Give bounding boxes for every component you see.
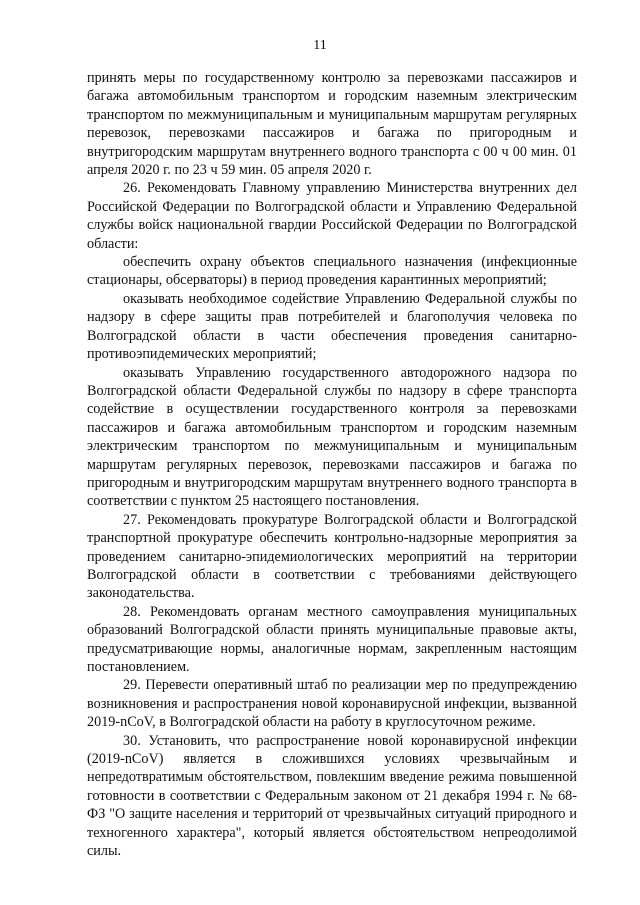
document-paragraph: 28. Рекомендовать органам местного самоуправления муниципальных образований Волгоградской области принять муниципальные правовые акты, предусматривающие нормы, аналогичные нормам, закрепленным настоящим постановлением. <box>87 603 577 675</box>
document-paragraph: 26. Рекомендовать Главному управлению Министерства внутренних дел Российской Федерации по Волгоградской области и Управлению Федеральной службы войск национальной гвардии Российской Федерации по Волгоградской области: <box>87 180 577 252</box>
document-paragraph: 29. Перевести оперативный штаб по реализации мер по предупреждению возникновения и распространения новой коронавирусной инфекции, вызванной 2019-nCoV, в Волгоградской области на работу в круглосуточном режиме. <box>87 677 577 731</box>
document-paragraph: 27. Рекомендовать прокуратуре Волгоградской области и Волгоградской транспортной прокуратуре обеспечить контрольно-надзорные мероприятия за проведением санитарно-эпидемиологических мероприятий на территории Волгоградской области в соответствии с требованиями действующего законодательства. <box>87 511 577 602</box>
document-paragraph: обеспечить охрану объектов специального назначения (инфекционные стационары, обсерваторы) в период проведения карантинных мероприятий; <box>87 254 577 289</box>
page-number: 11 <box>313 38 327 53</box>
document-paragraph: 30. Установить, что распространение новой коронавирусной инфекции (2019-nCoV) является в сложившихся условиях чрезвычайным и непредотвратимым обстоятельством, повлекшим введение режима повышенной готовности в соответствии с Федеральным законом от 21 декабря 1994 г. № 68-ФЗ "О защите населения и территорий от чрезвычайных ситуаций природного и техногенного характера", который является обстоятельством непреодолимой силы. <box>87 732 577 860</box>
document-paragraph: оказывать необходимое содействие Управлению Федеральной службы по надзору в сфере защиты прав потребителей и благополучия человека по Волгоградской области в части обеспечения проведения санитарно-противоэпидемических мероприятий; <box>87 290 577 363</box>
document-body <box>87 69 577 860</box>
document-paragraph: принять меры по государственному контролю за перевозками пассажиров и багажа автомобильным транспортом и городским наземным электрическим транспортом по межмуниципальным и муниципальным маршрутам регулярных перевозок, перевозками пассажиров и багажа по пригородным и внутригородским маршрутам внутреннего водного транспорта с 00 ч 00 мин. 01 апреля 2020 г. по 23 ч 59 мин. 05 апреля 2020 г. <box>87 70 577 179</box>
document-paragraph: оказывать Управлению государственного автодорожного надзора по Волгоградской области Федеральной службы по надзору в сфере транспорта содействие в осуществлении государственного контроля за перевозками пассажиров и багажа автомобильным транспортом и городским наземным электрическим транспортом по межмуниципальным и муниципальным маршрутам регулярных перевозок, перевозками пассажиров и багажа по пригородным и внутригородским маршрутам внутреннего водного транспорта в соответствии с пунктом 25 настоящего постановления. <box>87 364 577 510</box>
